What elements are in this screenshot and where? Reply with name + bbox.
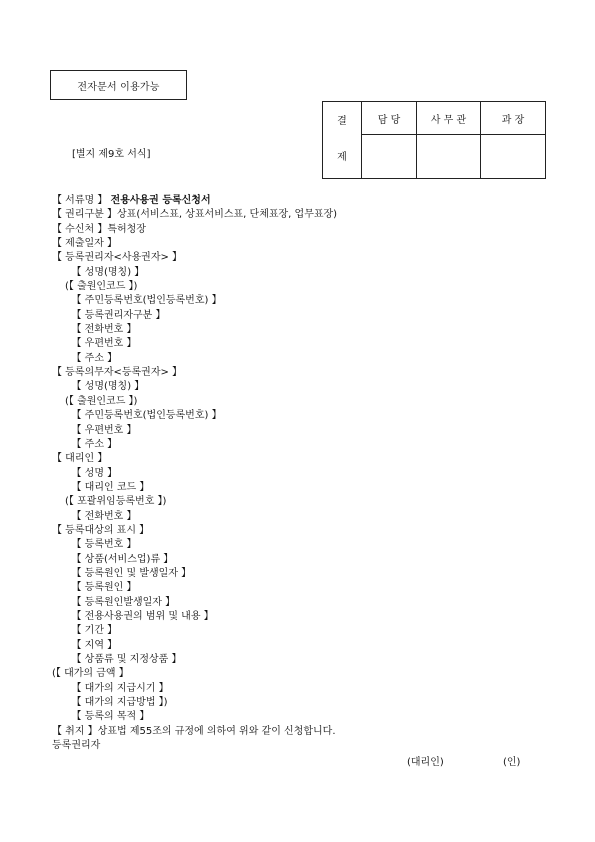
form-field-label: 【 제출일자 】: [52, 238, 117, 250]
form-field-label: 【 상품류 및 지정상품 】: [71, 654, 182, 665]
form-field-label: (【 출원인코드 】): [65, 281, 138, 293]
form-field-label: 【 우편번호 】: [71, 338, 137, 350]
approval-header-officer: 사 무 관: [417, 102, 481, 135]
form-field-line: [52, 682, 337, 696]
form-field-line: [52, 208, 337, 222]
form-field-label: 【 지역 】: [71, 639, 118, 651]
form-field-label: 등록권리자: [52, 740, 101, 752]
approval-header-manager: 담 당: [362, 102, 417, 135]
form-field-label: 【 등록원인 및 발생일자 】: [71, 567, 192, 579]
form-field-line: [52, 380, 337, 394]
form-field-label: 【 주민등록번호(법인등록번호) 】: [71, 410, 222, 422]
form-field-line: [52, 424, 337, 438]
form-field-label: 【 전용사용권의 범위 및 내용 】: [71, 610, 214, 622]
form-field-label: 【 등록원인발생일자 】: [71, 596, 176, 608]
form-field-line: [52, 337, 337, 351]
form-field-line: [52, 481, 337, 495]
form-field-label: 【 주민등록번호(법인등록번호) 】: [71, 295, 222, 307]
approval-label-char-1: 결: [337, 116, 347, 127]
approval-sign-box-chief[interactable]: [481, 135, 546, 179]
form-field-line: [52, 323, 337, 337]
approval-sign-box-officer[interactable]: [417, 135, 481, 179]
form-field-line: [52, 294, 337, 308]
form-field-label: 【 상품(서비스업)류 】: [71, 553, 174, 565]
approval-table: [322, 101, 546, 179]
form-field-label: 【 대가의 지급시기 】: [71, 682, 169, 694]
form-field-line: [52, 567, 337, 581]
form-field-label: 【 등록의무자<등록권자> 】: [52, 367, 183, 379]
form-field-label: 【 등록의 목적 】: [71, 711, 150, 723]
form-field-line: [52, 553, 337, 567]
form-field-label: 【 등록원인 】: [71, 582, 137, 594]
form-field-label: 【 전화번호 】: [71, 510, 137, 522]
form-field-line: [52, 223, 337, 237]
approval-label-cell: [323, 102, 362, 179]
approval-header-chief: 과 장: [481, 102, 546, 135]
form-field-label: 【 등록번호 】: [71, 539, 137, 551]
form-field-list: [52, 194, 337, 753]
seal-label: (인): [503, 757, 521, 768]
form-field-label: 【 성명(명칭) 】: [71, 266, 145, 278]
approval-label-char-2: 제: [337, 152, 347, 163]
form-field-label: 【 권리구분 】상표(서비스표, 상표서비스표, 단체표장, 업무표장): [52, 209, 338, 221]
electronic-document-label: 전자문서 이용가능: [50, 70, 187, 100]
agent-label: (대리인): [407, 757, 444, 768]
form-field-line: [52, 438, 337, 452]
form-field-line: [52, 596, 337, 610]
form-field-label: 【 성명(명칭) 】: [71, 381, 145, 393]
form-field-line: [52, 739, 337, 753]
form-field-label: 【 대리인 코드 】: [71, 481, 150, 493]
form-field-line: [52, 538, 337, 552]
form-field-line: [52, 710, 337, 724]
form-number: [별지 제9호 서식]: [72, 149, 151, 160]
form-field-label: 【 주소 】: [71, 352, 118, 364]
form-field-line: [52, 696, 337, 710]
form-field-line: [52, 309, 337, 323]
form-field-line: [52, 352, 337, 366]
form-field-line: [52, 667, 337, 681]
form-field-line: [52, 280, 337, 294]
document-title: 전용사용권 등록신청서: [110, 195, 211, 206]
form-field-label: 【 기간 】: [71, 625, 118, 637]
form-field-line: [52, 581, 337, 595]
form-field-label: 【 등록권리자<사용권자> 】: [52, 252, 183, 264]
form-field-line: [52, 467, 337, 481]
form-field-line: [52, 366, 337, 380]
form-field-label: (【 포괄위임등록번호 】): [65, 496, 167, 508]
form-field-label: 【 성명 】: [71, 467, 118, 479]
form-field-line: [52, 610, 337, 624]
form-field-label: 【 등록대상의 표시 】: [52, 524, 150, 536]
form-field-line: [52, 194, 337, 208]
form-field-line: [52, 624, 337, 638]
form-field-line: [52, 495, 337, 509]
approval-sign-box-manager[interactable]: [362, 135, 417, 179]
form-field-line: [52, 510, 337, 524]
form-field-label: (【 출원인코드 】): [65, 395, 138, 407]
form-field-label: 【 등록권리자구분 】: [71, 309, 166, 321]
form-field-label: 【 수신처 】특허청장: [52, 223, 146, 235]
form-field-line: [52, 524, 337, 538]
form-field-label: 【 대리인 】: [52, 453, 108, 465]
form-field-label: 【 서류명 】: [52, 195, 111, 206]
form-field-label: 【 전화번호 】: [71, 324, 137, 336]
form-field-line: [52, 409, 337, 423]
form-field-line: [52, 639, 337, 653]
form-field-label: 【 우편번호 】: [71, 424, 137, 436]
form-field-line: [52, 653, 337, 667]
form-field-line: [52, 237, 337, 251]
form-field-label: 【 취지 】상표법 제55조의 규정에 의하여 위와 같이 신청합니다.: [52, 725, 336, 737]
form-field-line: [52, 251, 337, 265]
form-field-line: [52, 395, 337, 409]
form-field-line: [52, 452, 337, 466]
form-field-line: [52, 725, 337, 739]
form-field-label: 【 주소 】: [71, 438, 118, 450]
form-field-label: 【 대가의 지급방법 】): [71, 697, 168, 709]
form-field-label: (【 대가의 금액 】: [52, 668, 129, 680]
form-field-line: [52, 266, 337, 280]
